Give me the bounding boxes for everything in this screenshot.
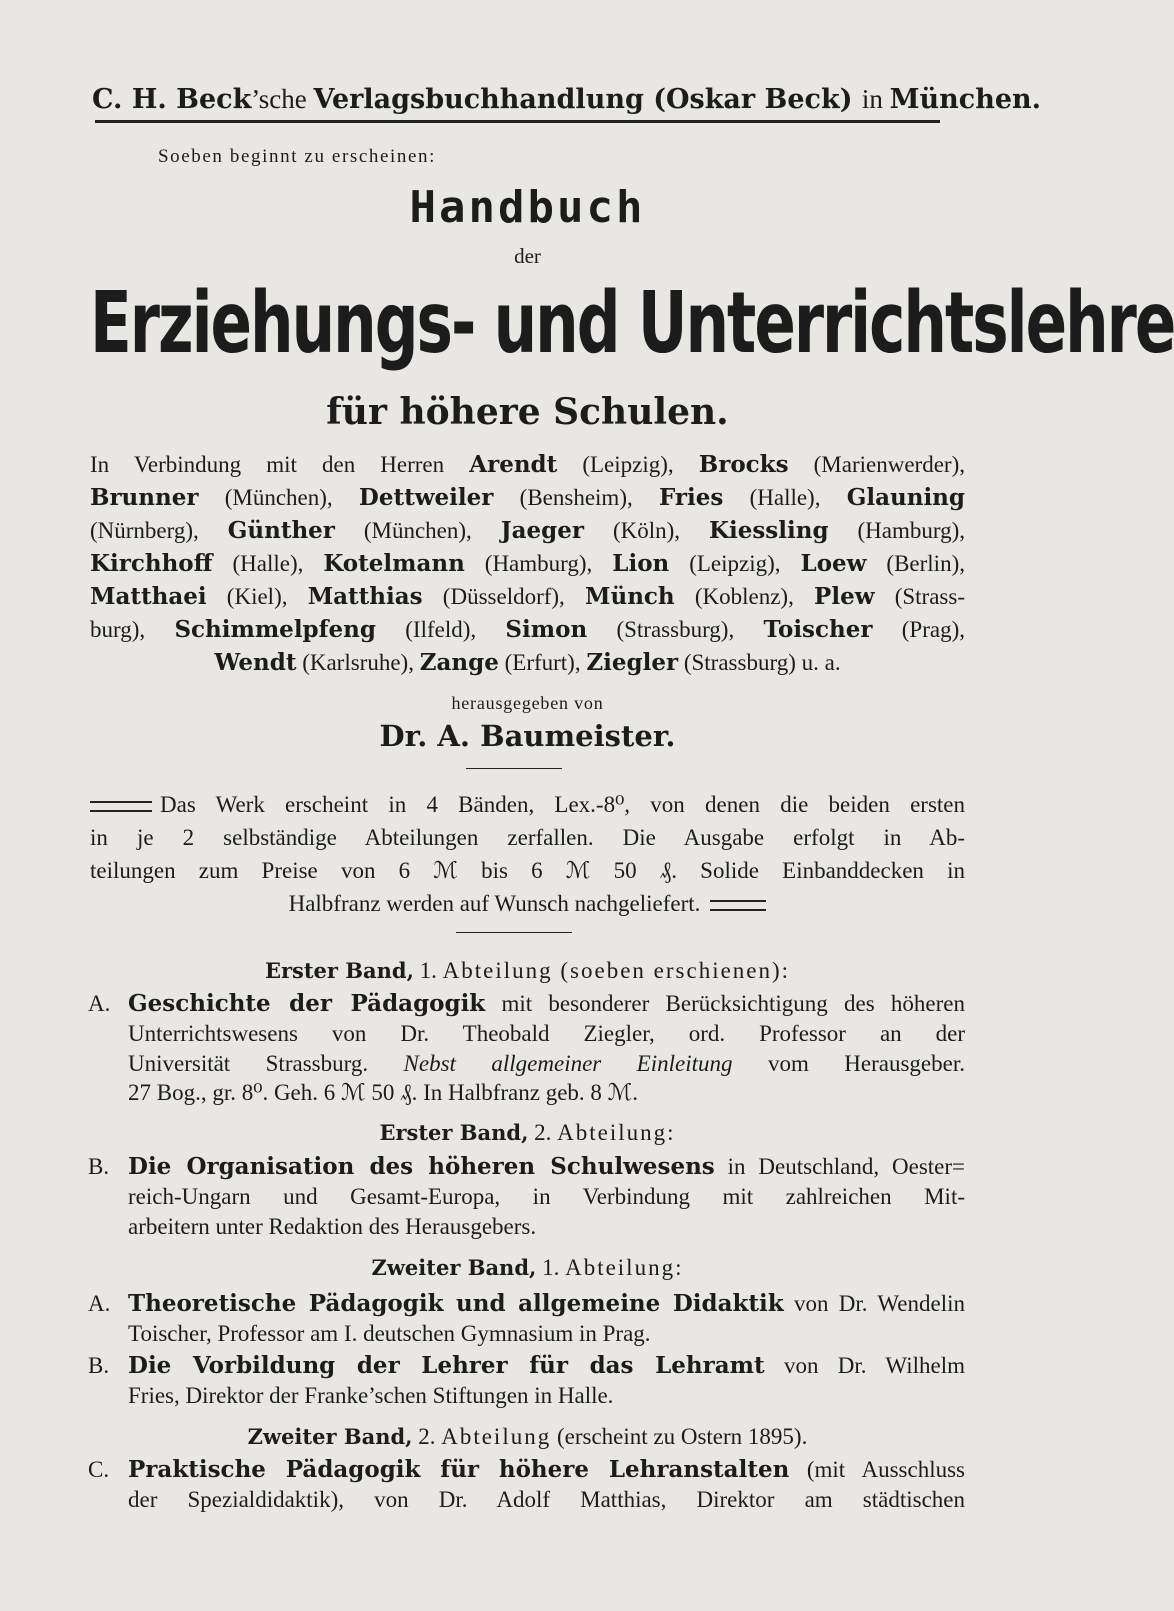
contributor-name: Münch xyxy=(585,583,675,610)
contributor-name: Brocks xyxy=(698,451,789,478)
text-part: (München), xyxy=(334,518,501,543)
intro-text: Soeben beginnt zu erscheinen: xyxy=(158,146,437,167)
text-part: (Erfurt), xyxy=(498,650,587,675)
contributors-line-2 xyxy=(90,486,965,509)
item-title: Geschichte der Pädagogik xyxy=(128,990,486,1017)
text-part: (Leipzig), xyxy=(557,452,699,477)
contributors-line-7 xyxy=(90,651,965,674)
item-title: Theoretische Pädagogik und allgemeine Didaktik xyxy=(128,1290,784,1317)
text-part: In Verbindung mit den Herren xyxy=(90,452,470,477)
item-line: Unterrichtswesens von Dr. Theobald Ziegler, ord. Professor an der xyxy=(128,1021,965,1046)
item-line xyxy=(128,1354,965,1377)
publisher-name-part: ’sche xyxy=(251,84,314,114)
text-part: (Bensheim), xyxy=(493,485,659,510)
text-part: (Prag), xyxy=(872,617,965,642)
text-part: (Berlin), xyxy=(866,551,965,576)
text-part: (München), xyxy=(198,485,359,510)
contributor-name: Arendt xyxy=(469,451,558,478)
text-part: (Halle), xyxy=(723,485,847,510)
publisher-name-part: C. H. Beck xyxy=(92,84,252,115)
text-part: (Strassburg), xyxy=(587,617,764,642)
abt-number: 2. xyxy=(528,1120,558,1145)
contributor-name: Glauning xyxy=(846,484,965,511)
contributor-name: Günther xyxy=(227,517,335,544)
item-letter: B. xyxy=(88,1353,110,1378)
item-italic-text: Nebst allgemeiner Einleitung xyxy=(403,1051,733,1076)
publisher-name-part: in xyxy=(861,84,890,114)
contributor-name: Plew xyxy=(814,583,875,610)
text-part: (Karlsruhe), xyxy=(296,650,420,675)
abt-word: Abteilung: xyxy=(565,1255,684,1280)
contributor-name: Loew xyxy=(800,550,867,577)
abt-note: (erscheint zu Ostern 1895). xyxy=(551,1424,808,1449)
title-der: der xyxy=(514,244,541,268)
abt-number: 2. xyxy=(412,1424,442,1449)
notice-line-4 xyxy=(90,892,965,915)
contributor-name: Fries xyxy=(658,484,724,511)
text-part: (Ilfeld), xyxy=(375,617,506,642)
section-heading-2 xyxy=(90,1121,965,1144)
publisher-line xyxy=(92,84,1042,115)
item-title: Die Organisation des höheren Schulwesens xyxy=(128,1153,715,1180)
item-line: arbeitern unter Redaktion des Herausgebers. xyxy=(128,1214,537,1239)
band-label: Erster Band, xyxy=(264,958,414,983)
item-line: 27 Bog., gr. 8⁰. Geh. 6 ℳ 50 ₰. In Halbfranz geb. 8 ℳ. xyxy=(128,1080,639,1105)
double-rule-ornament xyxy=(710,900,766,911)
text-part: (Düsseldorf), xyxy=(422,584,586,609)
contributor-name: Dettweiler xyxy=(358,484,494,511)
item-line: Fries, Direktor der Franke’schen Stiftungen in Halle. xyxy=(128,1383,614,1408)
item-text: (mit Ausschluss xyxy=(789,1457,966,1482)
item-letter: A. xyxy=(88,991,111,1016)
text-part: (Halle), xyxy=(212,551,324,576)
main-title: Erziehungs- und Unterrichtslehre xyxy=(90,274,1174,374)
item-text: in Deutschland, Oester= xyxy=(714,1154,965,1179)
item-line xyxy=(128,1155,965,1178)
item-text: vom Herausgeber. xyxy=(732,1051,965,1076)
abt-number: 1. xyxy=(536,1255,566,1280)
text-part: (Strassburg) u. a. xyxy=(678,650,841,675)
notice-text: Halbfranz werden auf Wunsch nachgeliefert. xyxy=(288,891,701,916)
contributor-name: Lion xyxy=(612,550,670,577)
notice-text: Das Werk erscheint in 4 Bänden, Lex.-8⁰, von denen die beiden ersten xyxy=(160,792,965,817)
text-part: (Hamburg), xyxy=(464,551,613,576)
contributor-name: Jaeger xyxy=(500,517,585,544)
abt-note: (soeben erschienen): xyxy=(552,958,791,983)
abt-word: Abteilung xyxy=(442,958,553,983)
text-part: (Nürnberg), xyxy=(90,518,228,543)
text-part: burg), xyxy=(90,617,175,642)
editor-label: herausgegeben von xyxy=(451,693,604,713)
subtitle-schulen: für höhere Schulen. xyxy=(326,391,729,433)
abt-number: 1. xyxy=(413,958,443,983)
notice-line-3: teilungen zum Preise von 6 ℳ bis 6 ℳ 50 ₰. Solide Einbanddecken in xyxy=(90,858,965,883)
text-part: (Kiel), xyxy=(206,584,308,609)
section-heading-4 xyxy=(90,1425,965,1448)
short-rule xyxy=(456,932,572,933)
item-text: Universität Strassburg. xyxy=(128,1051,404,1076)
contributors-line-5 xyxy=(90,585,965,608)
notice-line-1 xyxy=(90,793,965,816)
item-text: mit besonderer Berücksichtigung des höheren xyxy=(485,991,966,1016)
item-text: von Dr. Wilhelm xyxy=(764,1353,965,1378)
band-label: Erster Band, xyxy=(379,1120,529,1145)
contributors-line-1 xyxy=(90,453,965,476)
short-rule xyxy=(466,768,562,769)
contributors-line-4 xyxy=(90,552,965,575)
contributor-name: Kirchhoff xyxy=(90,550,213,577)
item-letter: A. xyxy=(88,1291,111,1316)
item-line: der Spezialdidaktik), von Dr. Adolf Matthias, Direktor am städtischen xyxy=(128,1487,965,1512)
contributor-name: Ziegler xyxy=(586,649,679,676)
publisher-name-part: München. xyxy=(889,84,1042,115)
item-line: Toischer, Professor am I. deutschen Gymnasium in Prag. xyxy=(128,1321,651,1346)
text-part: (Marienwerder), xyxy=(788,452,965,477)
title-handbuch: Handbuch xyxy=(409,182,646,233)
contributor-name: Simon xyxy=(505,616,588,643)
item-line xyxy=(128,992,965,1015)
contributors-line-6 xyxy=(90,618,965,641)
contributor-name: Zange xyxy=(419,649,499,676)
item-line: reich-Ungarn und Gesamt-Europa, in Verbindung mit zahlreichen Mit- xyxy=(128,1184,965,1209)
notice-line-2: in je 2 selbständige Abteilungen zerfallen. Die Ausgabe erfolgt in Ab- xyxy=(90,825,965,850)
band-label: Zweiter Band, xyxy=(247,1424,413,1449)
band-label: Zweiter Band, xyxy=(371,1255,537,1280)
contributor-name: Wendt xyxy=(214,649,297,676)
contributor-name: Matthaei xyxy=(90,583,207,610)
item-line xyxy=(128,1458,965,1481)
text-part: (Leipzig), xyxy=(669,551,801,576)
item-title: Praktische Pädagogik für höhere Lehranstalten xyxy=(128,1456,790,1483)
text-part: (Hamburg), xyxy=(828,518,965,543)
contributor-name: Toischer xyxy=(763,616,873,643)
item-line xyxy=(128,1052,965,1075)
section-heading-3 xyxy=(90,1256,965,1279)
contributor-name: Matthias xyxy=(307,583,423,610)
abt-word: Abteilung xyxy=(441,1424,552,1449)
contributor-name: Kotelmann xyxy=(323,550,465,577)
header-rule xyxy=(95,120,940,123)
publisher-name-part: Verlagsbuchhandlung (Oskar Beck) xyxy=(313,84,862,115)
text-part: (Köln), xyxy=(584,518,709,543)
item-title: Die Vorbildung der Lehrer für das Lehramt xyxy=(128,1352,765,1379)
item-text: von Dr. Wendelin xyxy=(783,1291,965,1316)
contributors-line-3 xyxy=(90,519,965,542)
editor-name: Dr. A. Baumeister. xyxy=(379,719,676,753)
section-heading-1 xyxy=(90,959,965,982)
item-line xyxy=(128,1292,965,1315)
double-rule-ornament xyxy=(90,801,152,812)
contributor-name: Kiessling xyxy=(708,517,829,544)
contributor-name: Brunner xyxy=(90,484,199,511)
item-letter: B. xyxy=(88,1154,110,1179)
text-part: (Koblenz), xyxy=(674,584,815,609)
abt-word: Abteilung: xyxy=(557,1120,676,1145)
contributor-name: Schimmelpfeng xyxy=(174,616,376,643)
item-letter: C. xyxy=(88,1457,110,1482)
text-part: (Strass- xyxy=(874,584,965,609)
